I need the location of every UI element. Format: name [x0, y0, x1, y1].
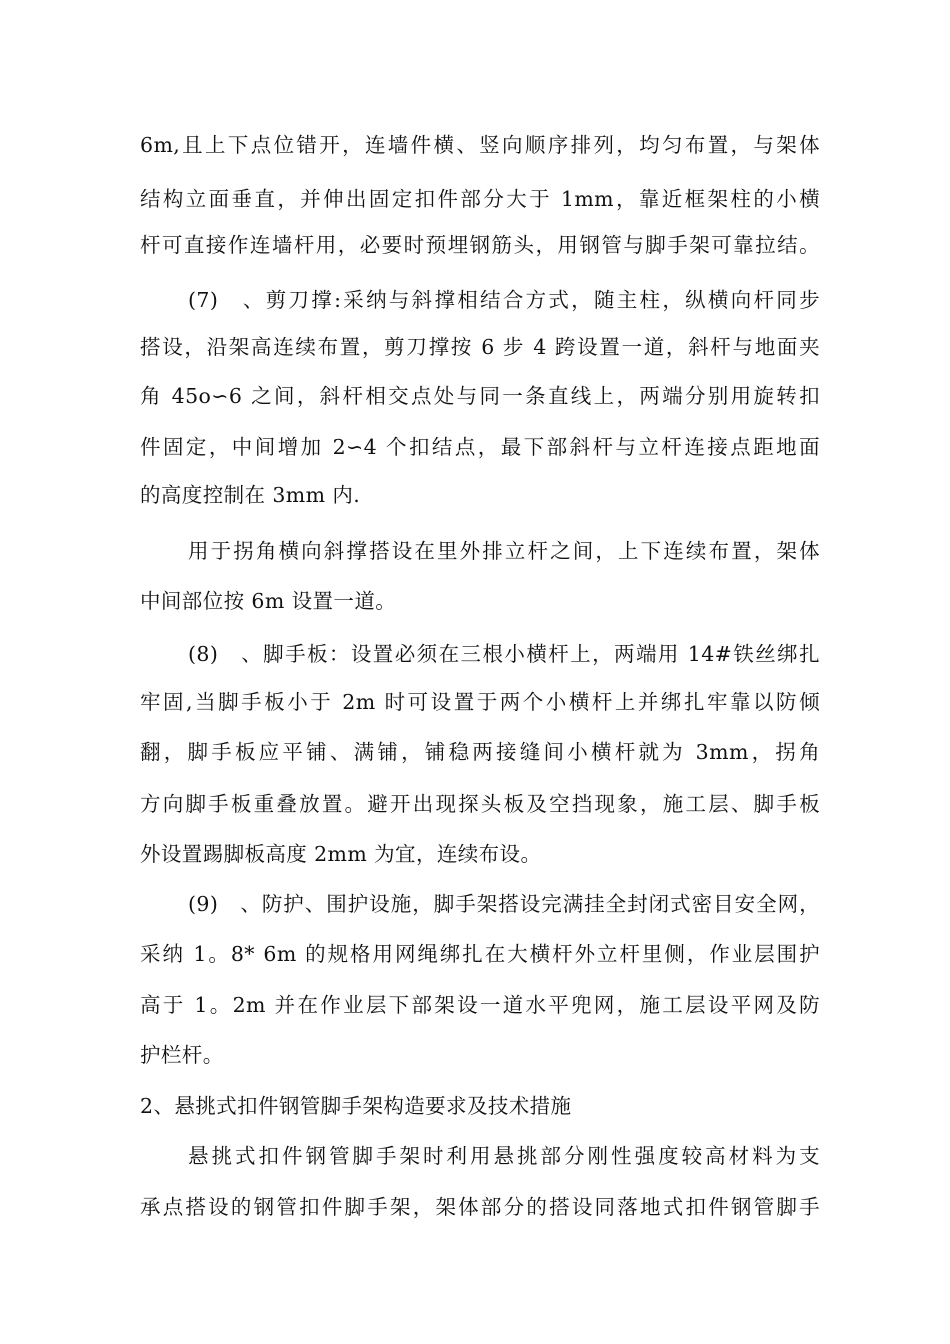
text-line: 牢固,当脚手板小于 2m 时可设置于两个小横杆上并绑扎牢靠以防倾 — [140, 690, 820, 714]
text-line: 杆可直接作连墙杆用，必要时预埋钢筋头，用钢管与脚手架可靠拉结。 — [140, 233, 820, 257]
text-line: (8) 、脚手板：设置必须在三根小横杆上，两端用 14#铁丝绑扎 — [188, 642, 820, 666]
text-line: 用于拐角横向斜撑搭设在里外排立杆之间，上下连续布置，架体 — [188, 539, 820, 563]
text-line: 高于 1。2m 并在作业层下部架设一道水平兜网，施工层设平网及防 — [140, 993, 820, 1017]
text-line: (9) 、防护、围护设施，脚手架搭设完满挂全封闭式密目安全网， — [188, 892, 820, 916]
text-line: 搭设，沿架高连续布置，剪刀撑按 6 步 4 跨设置一道，斜杆与地面夹 — [140, 335, 820, 359]
text-line: 中间部位按 6m 设置一道。 — [140, 589, 397, 613]
text-line: 件固定，中间增加 2∽4 个扣结点，最下部斜杆与立杆连接点距地面 — [140, 435, 820, 459]
text-line: 悬挑式扣件钢管脚手架时利用悬挑部分刚性强度较高材料为支 — [188, 1144, 820, 1168]
text-line: 方向脚手板重叠放置。避开出现探头板及空挡现象，施工层、脚手板 — [140, 792, 820, 816]
text-line: 承点搭设的钢管扣件脚手架，架体部分的搭设同落地式扣件钢管脚手 — [140, 1195, 820, 1219]
text-line: 6m,且上下点位错开，连墙件横、竖向顺序排列，均匀布置，与架体 — [140, 133, 820, 157]
section-heading: 2、悬挑式扣件钢管脚手架构造要求及技术措施 — [140, 1094, 572, 1118]
text-line: 采纳 1。8* 6m 的规格用网绳绑扎在大横杆外立杆里侧，作业层围护 — [140, 942, 820, 966]
text-line: 翻，脚手板应平铺、满铺，铺稳两接缝间小横杆就为 3mm，拐角 — [140, 740, 820, 764]
text-line: 结构立面垂直，并伸出固定扣件部分大于 1mm，靠近框架柱的小横 — [140, 187, 820, 211]
text-line: 的高度控制在 3mm 内. — [140, 483, 361, 507]
text-line: 角 45o∽6 之间，斜杆相交点处与同一条直线上，两端分别用旋转扣 — [140, 384, 820, 408]
text-line: 外设置踢脚板高度 2mm 为宜，连续布设。 — [140, 842, 542, 866]
text-line: (7) 、剪刀撑:采纳与斜撑相结合方式，随主柱，纵横向杆同步 — [188, 288, 820, 312]
text-line: 护栏杆。 — [140, 1043, 224, 1067]
